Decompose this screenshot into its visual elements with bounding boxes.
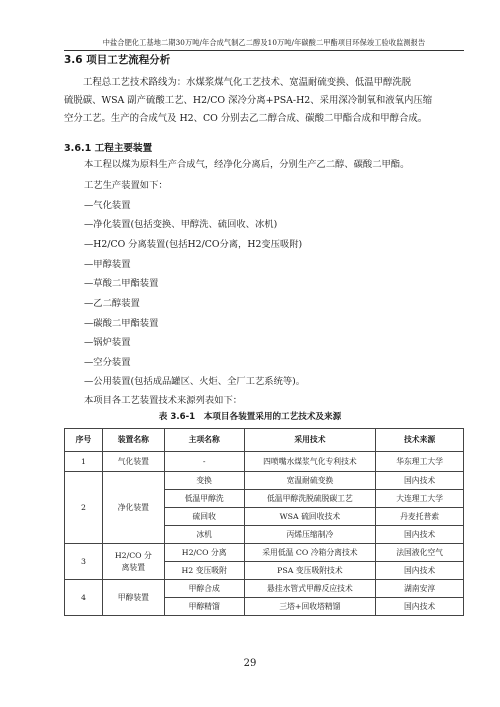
technology: WSA 硫回收技术 (244, 508, 376, 526)
device-list-item: —碳酸二甲酯装置 (84, 318, 159, 329)
tech-source: 湖南安淳 (376, 580, 464, 598)
table-header-row (65, 429, 464, 452)
device-list-item: —净化装置(包括变换、甲醇洗、硫回收、冰机) (84, 219, 278, 230)
column-header: 序号 (65, 429, 103, 452)
item-name: 冰机 (164, 526, 244, 544)
intro-line-3: 空分工艺。生产的合成气及 H2、CO 分别去乙二醇合成、碳酸二甲酯合成和甲醇合成。 (64, 113, 428, 124)
row-number: 1 (65, 452, 103, 472)
item-name: 变换 (164, 472, 244, 490)
technology: PSA 变压吸附技术 (244, 562, 376, 580)
row-number: 2 (65, 472, 103, 544)
device-list-item: —气化装置 (84, 200, 131, 211)
tech-source: 国内技术 (376, 526, 464, 544)
table-row (65, 452, 464, 472)
column-header: 采用技术 (244, 429, 376, 452)
technology: 三塔+回收塔精馏 (244, 598, 376, 616)
technology: 悬挂水管式甲醇反应技术 (244, 580, 376, 598)
header-divider (64, 50, 464, 51)
device-name-line: 离装置 (121, 562, 146, 572)
process-technology-table (64, 428, 464, 616)
item-name: 硫回收 (164, 508, 244, 526)
column-header: 技术来源 (376, 429, 464, 452)
column-header: 主项名称 (164, 429, 244, 452)
device-list-item: —乙二醇装置 (84, 298, 140, 309)
device-list-item: —草酸二甲酯装置 (84, 278, 159, 289)
table-row (65, 472, 464, 490)
row-number: 4 (65, 580, 103, 616)
body-text-2: 工艺生产装置如下： (84, 180, 168, 191)
tech-source: 大连理工大学 (376, 490, 464, 508)
tech-source: 法国液化空气 (376, 544, 464, 562)
subsection-title: 3.6.1 工程主要装置 (64, 143, 153, 154)
item-name: - (164, 452, 244, 472)
technology: 宽温耐硫变换 (244, 472, 376, 490)
item-name: H2 变压吸附 (164, 562, 244, 580)
item-name: 甲醇精馏 (164, 598, 244, 616)
device-list-item: —H2/CO 分离装置(包括H2/CO分离，H2变压吸附) (84, 239, 303, 250)
row-number: 3 (65, 544, 103, 580)
item-name: 低温甲醇洗 (164, 490, 244, 508)
body-text-3: 本项目各工艺装置技术来源列表如下： (84, 395, 243, 406)
table-row (65, 544, 464, 562)
technology: 丙烯压缩制冷 (244, 526, 376, 544)
column-header: 装置名称 (102, 429, 164, 452)
tech-source: 丹麦托普索 (376, 508, 464, 526)
technology: 采用低温 CO 冷箱分离技术 (244, 544, 376, 562)
table-caption: 表 3.6-1 本项目各装置采用的工艺技术及来源 (158, 412, 342, 422)
intro-paragraph (64, 74, 464, 128)
device-name-line: H2/CO 分 (114, 550, 152, 560)
device-name: 净化装置 (102, 472, 164, 544)
page-number: 29 (243, 658, 257, 669)
device-name: 气化装置 (102, 452, 164, 472)
tech-source: 国内技术 (376, 472, 464, 490)
device-name (102, 544, 164, 580)
device-list-item: —空分装置 (84, 357, 131, 368)
running-header: 中盐合肥化工基地二期30万吨/年合成气制乙二醇及10万吨/年碳酸二甲酯项目环保竣工验收监测报告 (102, 38, 426, 47)
tech-source: 国内技术 (376, 562, 464, 580)
tech-source: 国内技术 (376, 598, 464, 616)
intro-line-1: 工程总工艺技术路线为：水煤浆煤气化工艺技术、宽温耐硫变换、低温甲醇洗脱 (83, 77, 412, 88)
device-name: 甲醇装置 (102, 580, 164, 616)
device-list-item: —公用装置(包括成品罐区、火炬、全厂工艺系统等)。 (84, 376, 306, 387)
tech-source: 华东理工大学 (376, 452, 464, 472)
intro-line-2: 硫脱碳、WSA 副产硫酸工艺、H2/CO 深冷分离+PSA-H2、采用深冷制氧和液氧内压缩 (64, 95, 433, 106)
device-list-item: —甲醇装置 (84, 259, 131, 270)
section-title: 3.6 项目工艺流程分析 (64, 54, 171, 66)
technology: 四喷嘴水煤浆气化专利技术 (244, 452, 376, 472)
body-text-1: 本工程以煤为原料生产合成气，经净化分离后，分别生产乙二醇、碳酸二甲酯。 (84, 159, 410, 170)
table-row (65, 580, 464, 598)
technology: 低温甲醇洗脱硫脱碳工艺 (244, 490, 376, 508)
item-name: 甲醇合成 (164, 580, 244, 598)
item-name: H2/CO 分离 (164, 544, 244, 562)
device-list-item: —锅炉装置 (84, 337, 131, 348)
